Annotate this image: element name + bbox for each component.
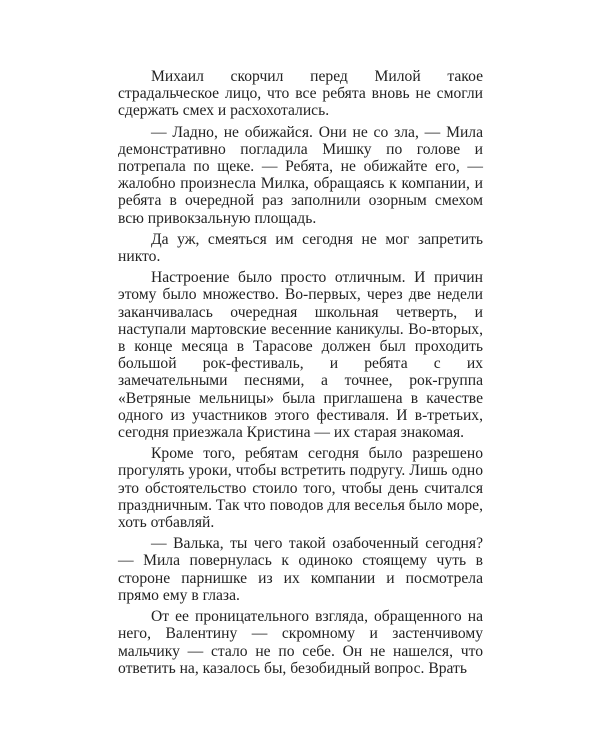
paragraph: Кроме того, ребятам сегодня было разрешено прогулять уроки, чтобы встретить подругу. Лишь одно это обстоятельство стоило того, чтобы день считался праздничным. Так что поводов для веселья было море, хоть отбавляй. [118, 445, 483, 532]
paragraph: — Ладно, не обижайся. Они не со зла, — Мила демонстративно погладила Мишку по голове и потрепала по щеке. — Ребята, не обижайте его, — жалобно произнесла Милка, обращаясь к компании, и ребята в очередной раз заполнили озорным смехом всю привокзальную площадь. [118, 123, 483, 227]
paragraph: Настроение было просто отличным. И причин этому было множество. Во-первых, через две недели заканчивалась очередная школьная четверть, и наступали мартовские весенние каникулы. Во-вторых, в конце месяца в Тарасове должен был проходить большой рок-фестиваль, и ребята с их замечательными песнями, а точнее, рок-группа «Ветряные мельницы» была приглашена в качестве одного из участников этого фестиваля. И в-третьих, сегодня приезжала Кристина — их старая знакомая. [118, 269, 483, 442]
paragraph: Да уж, смеяться им сегодня не мог запретить никто. [118, 230, 483, 266]
paragraph: От ее проницательного взгляда, обращенного на него, Валентину — скромному и застенчивому мальчику — стало не по себе. Он не нашелся, что ответить на, казалось бы, безобидный вопрос. Врать [118, 608, 483, 677]
paragraph: — Валька, ты чего такой озабоченный сегодня? — Мила повернулась к одиноко стоящему чуть в стороне парнишке из их компании и посмотрела прямо ему в глаза. [118, 535, 483, 604]
body-text [118, 68, 483, 681]
paragraph: Михаил скорчил перед Милой такое страдальческое лицо, что все ребята вновь не смогли сдержать смех и расхохотались. [118, 68, 483, 120]
